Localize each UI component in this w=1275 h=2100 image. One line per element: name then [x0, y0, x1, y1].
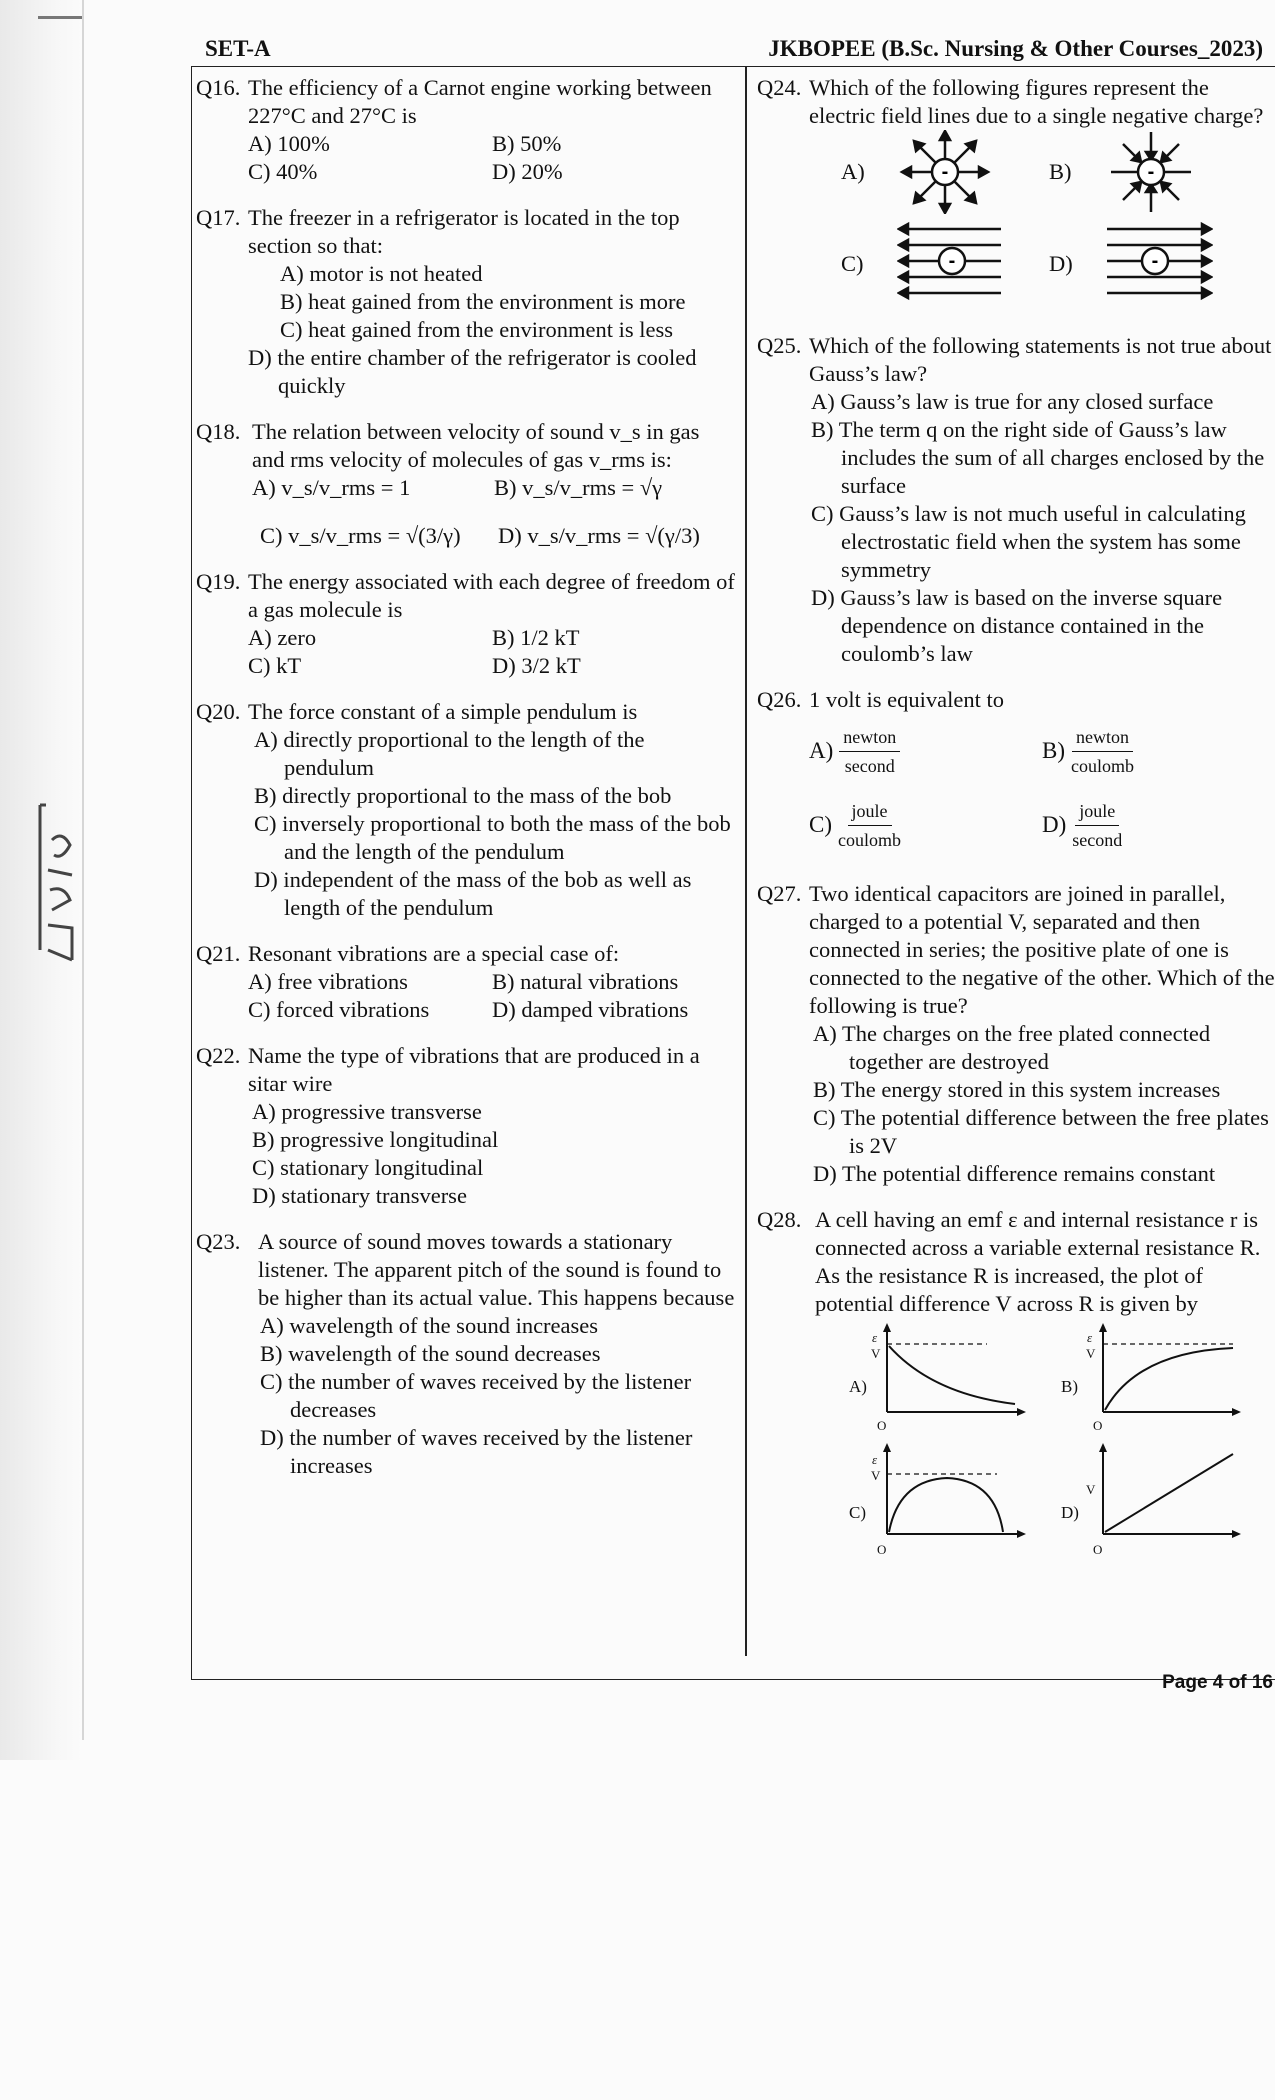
- column-divider: [745, 66, 747, 1656]
- option-c[interactable]: C) the number of waves received by the listener decreases: [260, 1369, 692, 1422]
- option-d[interactable]: D) the entire chamber of the refrigerator is cooled quickly: [248, 345, 697, 398]
- svg-text:ε: ε: [1087, 1330, 1093, 1345]
- question-27: [757, 880, 1275, 1188]
- question-text: Which of the following statements is not true about Gauss’s law?: [809, 333, 1272, 386]
- option-c[interactable]: C) The potential difference between the free plates is 2V: [813, 1105, 1269, 1158]
- graph-options: [757, 1322, 1275, 1562]
- option-a[interactable]: A) v_s/v_rms = 1: [252, 475, 411, 500]
- question-text: Name the type of vibrations that are produced in a sitar wire: [248, 1043, 700, 1096]
- svg-text:ε: ε: [872, 1452, 878, 1467]
- question-16: [196, 74, 736, 186]
- question-number: Q19.: [196, 569, 241, 594]
- field-outward-figure: [897, 130, 993, 214]
- question-number: Q18.: [196, 419, 241, 444]
- option-b[interactable]: B) heat gained from the environment is more: [280, 289, 686, 314]
- question-21: [196, 940, 736, 1024]
- option-a[interactable]: A) The charges on the free plated connected together are destroyed: [813, 1021, 1211, 1074]
- exam-title: JKBOPEE (B.Sc. Nursing & Other Courses_2023): [768, 36, 1263, 61]
- question-text: A cell having an emf ε and internal resistance r is connected across a variable external resistance R. As the resistance R is increased, the plot of potential difference V across R is given by: [815, 1207, 1261, 1316]
- svg-text:-: -: [1151, 250, 1159, 272]
- option-d[interactable]: D): [1049, 251, 1073, 276]
- option-d[interactable]: D) $\frac{\text{joule}}{\text{second}}$: [1042, 800, 1123, 850]
- svg-text:O: O: [1093, 1418, 1103, 1433]
- option-b[interactable]: B): [1049, 159, 1072, 184]
- option-a[interactable]: A) free vibrations: [248, 969, 408, 994]
- svg-text:V: V: [1086, 1482, 1096, 1497]
- option-b[interactable]: B) progressive longitudinal: [252, 1127, 499, 1152]
- question-28: [757, 1206, 1275, 1562]
- option-b[interactable]: B) v_s/v_rms = √γ: [494, 475, 663, 500]
- option-a[interactable]: A) $\frac{\text{newton}}{\text{second}}$: [809, 726, 1042, 777]
- option-d[interactable]: D) The potential difference remains constant: [813, 1161, 1216, 1186]
- option-d[interactable]: D) v_s/v_rms = √(γ/3): [498, 523, 700, 548]
- question-25: [757, 332, 1275, 668]
- option-d[interactable]: D) the number of waves received by the listener increases: [260, 1425, 693, 1478]
- field-lines-left-figure: [897, 219, 1007, 309]
- question-text: 1 volt is equivalent to: [809, 687, 1004, 712]
- option-c[interactable]: C) kT: [248, 653, 302, 678]
- svg-text:V: V: [871, 1346, 881, 1361]
- option-d[interactable]: D) Gauss’s law is based on the inverse square dependence on distance contained in the coulomb’s law: [811, 585, 1223, 666]
- option-b[interactable]: B) 50%: [492, 131, 562, 156]
- option-d[interactable]: D): [1061, 1503, 1079, 1522]
- option-d[interactable]: D) 3/2 kT: [492, 653, 581, 678]
- question-text: Two identical capacitors are joined in parallel, charged to a potential V, separated and then connected in series; the positive plate of one is connected to the negative of the other. Which of the following is true?: [809, 881, 1275, 1018]
- graph-grid: [837, 1322, 1247, 1562]
- option-d[interactable]: D) independent of the mass of the bob as well as length of the pendulum: [254, 867, 692, 920]
- option-a[interactable]: A) zero: [248, 625, 317, 650]
- question-23: [196, 1228, 736, 1480]
- option-b[interactable]: B) The term q on the right side of Gauss’s law includes the sum of all charges enclosed by the surface: [811, 417, 1265, 498]
- option-a[interactable]: A): [849, 1377, 867, 1396]
- svg-text:O: O: [877, 1418, 887, 1433]
- option-c[interactable]: C) v_s/v_rms = √(3/γ): [260, 523, 461, 548]
- option-c[interactable]: C) stationary longitudinal: [252, 1155, 484, 1180]
- question-24: [757, 74, 1275, 314]
- option-d[interactable]: D) 20%: [492, 159, 563, 184]
- scan-mark: [38, 16, 82, 19]
- question-22: [196, 1042, 736, 1210]
- svg-text:V: V: [1086, 1346, 1096, 1361]
- option-a[interactable]: A) wavelength of the sound increases: [260, 1313, 599, 1338]
- charge-sign: -: [941, 161, 949, 183]
- question-number: Q23.: [196, 1229, 241, 1254]
- svg-text:-: -: [948, 250, 956, 272]
- option-b[interactable]: B) 1/2 kT: [492, 625, 580, 650]
- svg-text:ε: ε: [872, 1330, 878, 1345]
- option-d[interactable]: D) stationary transverse: [252, 1183, 467, 1208]
- question-number: Q20.: [196, 699, 241, 724]
- question-text: A source of sound moves towards a stationary listener. The apparent pitch of the sound is found to be higher than its actual value. This happens because: [258, 1229, 735, 1310]
- option-a[interactable]: A): [841, 159, 865, 184]
- option-d[interactable]: D) damped vibrations: [492, 997, 689, 1022]
- option-a[interactable]: A) 100%: [248, 131, 330, 156]
- scan-side-stamp: [32, 800, 80, 1000]
- option-c[interactable]: C) Gauss’s law is not much useful in calculating electrostatic field when the system has some symmetry: [811, 501, 1246, 582]
- option-a[interactable]: A) motor is not heated: [280, 261, 483, 286]
- question-text: The efficiency of a Carnot engine working between 227°C and 27°C is: [248, 75, 712, 128]
- field-lines-right-figure: [1103, 219, 1213, 309]
- option-b[interactable]: B) The energy stored in this system increases: [813, 1077, 1221, 1102]
- option-b[interactable]: B) wavelength of the sound decreases: [260, 1341, 601, 1366]
- svg-text:V: V: [871, 1468, 881, 1483]
- option-c[interactable]: C) $\frac{\text{joule}}{\text{coulomb}}$: [809, 800, 901, 850]
- right-column: [757, 74, 1275, 1580]
- option-c[interactable]: C) forced vibrations: [248, 997, 430, 1022]
- question-number: Q21.: [196, 941, 241, 966]
- svg-text:-: -: [1147, 161, 1155, 183]
- svg-text:O: O: [1093, 1542, 1103, 1557]
- question-number: Q25.: [757, 333, 802, 358]
- question-text: The energy associated with each degree of freedom of a gas molecule is: [248, 569, 735, 622]
- question-number: Q27.: [757, 881, 802, 906]
- option-c[interactable]: C): [841, 251, 864, 276]
- option-c[interactable]: C) inversely proportional to both the mass of the bob and the length of the pendulum: [254, 811, 731, 864]
- option-a[interactable]: A) progressive transverse: [252, 1099, 482, 1124]
- option-b[interactable]: B): [1061, 1377, 1078, 1396]
- question-number: Q26.: [757, 687, 802, 712]
- question-number: Q24.: [757, 75, 802, 100]
- question-17: [196, 204, 736, 400]
- question-text: Resonant vibrations are a special case of:: [248, 941, 620, 966]
- option-a[interactable]: A) directly proportional to the length of the pendulum: [254, 727, 645, 780]
- left-column: [196, 74, 736, 1498]
- option-b[interactable]: B) $\frac{\text{newton}}{\text{coulomb}}$: [1042, 726, 1134, 776]
- question-number: Q28.: [757, 1207, 802, 1232]
- option-b[interactable]: B) directly proportional to the mass of the bob: [254, 783, 672, 808]
- question-number: Q17.: [196, 205, 241, 230]
- question-text: The freezer in a refrigerator is located in the top section so that:: [248, 205, 680, 258]
- question-18: [196, 418, 736, 550]
- option-c[interactable]: C): [849, 1503, 866, 1522]
- page-number: Page 4 of 16: [1162, 1672, 1273, 1693]
- field-inward-figure: [1103, 130, 1199, 214]
- option-b[interactable]: B) natural vibrations: [492, 969, 679, 994]
- set-label: SET-A: [205, 36, 271, 61]
- question-19: [196, 568, 736, 680]
- question-number: Q22.: [196, 1043, 241, 1068]
- question-20: [196, 698, 736, 922]
- option-c[interactable]: C) heat gained from the environment is less: [280, 317, 674, 342]
- question-text: The relation between velocity of sound v_s in gas and rms velocity of molecules of gas v_rms is:: [252, 419, 700, 472]
- question-text: The force constant of a simple pendulum is: [248, 699, 638, 724]
- svg-text:O: O: [877, 1542, 887, 1557]
- question-26: [757, 686, 1275, 862]
- option-a[interactable]: A) Gauss’s law is true for any closed surface: [811, 389, 1214, 414]
- question-number: Q16.: [196, 75, 241, 100]
- scan-edge: [82, 0, 84, 1740]
- option-c[interactable]: C) 40%: [248, 159, 318, 184]
- question-text: Which of the following figures represent the electric field lines due to a single negative charge?: [809, 75, 1264, 128]
